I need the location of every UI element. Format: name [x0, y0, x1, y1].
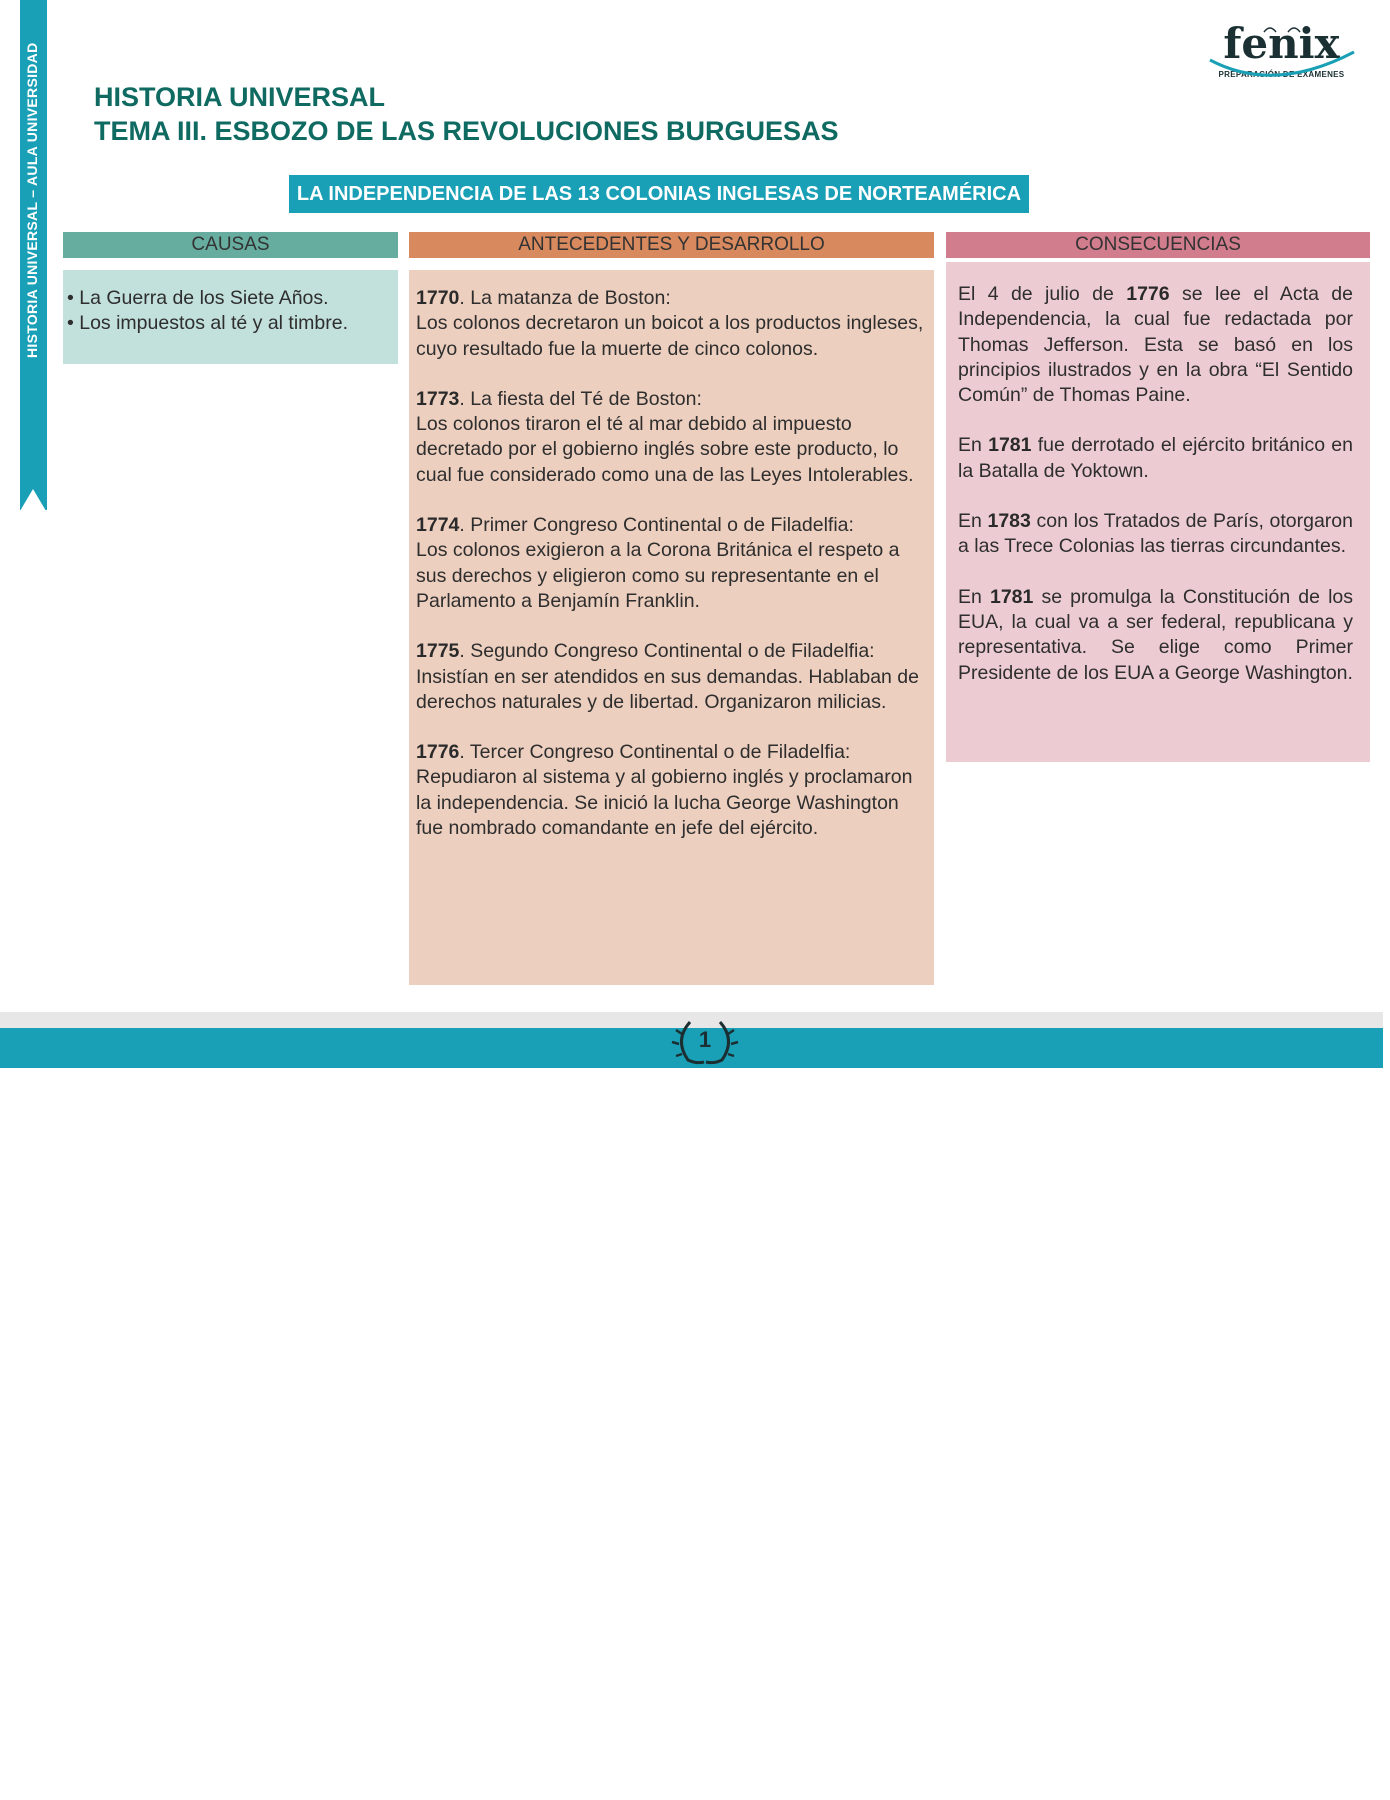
entry-text: Los colonos decretaron un boicot a los productos ingleses, cuyo resultado fue la muerte de cinco colonos. [416, 312, 924, 360]
entry-text: En [958, 585, 990, 608]
entry-title: . La matanza de Boston: [459, 287, 671, 309]
logo-word: fenix [1223, 19, 1340, 68]
entry-text: En [958, 434, 989, 457]
entry-year: 1776 [416, 741, 460, 764]
page-subtitle: TEMA III. ESBOZO DE LAS REVOLUCIONES BURGUESAS [94, 116, 839, 146]
page-title: HISTORIA UNIVERSAL [94, 82, 386, 112]
entry-text: se lee el Acta de Independencia, la cual fue redactada por Thomas Jefferson. Esta se basó en los principios ilustrados y en la obra “El Sentido Común” de Thomas Paine. [958, 283, 1353, 407]
page-title-block [94, 80, 839, 148]
entry-text: Insistían en ser atendidos en sus demandas. Hablaban de derechos naturales y de libertad. Organizaron milicias. [416, 665, 920, 713]
entry-text: El 4 de julio de [958, 283, 1127, 305]
entry-text: Los colonos exigieron a la Corona Británica el respeto a sus derechos y eligieron como su representante en el Parlamento a Benjamín Franklin. [416, 539, 900, 612]
timeline-entry [416, 286, 926, 362]
consecuencias-heading: CONSECUENCIAS [946, 232, 1370, 258]
consequence-entry [958, 282, 1353, 408]
fenix-logo [1204, 19, 1359, 92]
page-number-emblem [660, 1012, 750, 1068]
entry-year: 1775 [416, 640, 460, 663]
consecuencias-box [946, 262, 1370, 762]
entry-year: 1781 [988, 434, 1032, 457]
consequence-entry [958, 509, 1353, 560]
logo-swoosh-icon [1204, 19, 1359, 92]
side-bar-label: HISTORIA UNIVERSAL – AULA UNIVERSIDAD [24, 42, 40, 358]
antecedentes-heading: ANTECEDENTES Y DESARROLLO [409, 232, 934, 258]
consequence-entry [958, 433, 1353, 484]
antecedentes-box [409, 270, 934, 985]
entry-text: se promulga la Constitución de los EUA, la cual va a ser federal, republicana y representativa. Se elige como Primer Presidente de los EUA a George Washington. [958, 585, 1353, 684]
causas-heading: CAUSAS [63, 232, 398, 258]
entry-text: En [958, 510, 988, 533]
entry-text: Repudiaron al sistema y al gobierno inglés y proclamaron la independencia. Se inició la lucha George Washington fue nombrado comandante en jefe del ejército. [416, 766, 913, 840]
entry-year: 1781 [989, 585, 1034, 608]
side-bar-arrow [20, 489, 46, 511]
entry-text: Los colonos tiraron el té al mar debido al impuesto decretado por el gobierno inglés sobre este producto, lo cual fue considerado como una de las Leyes Intolerables. [416, 413, 914, 486]
timeline-entry [416, 639, 926, 715]
entry-title: . Primer Congreso Continental o de Filadelfia: [459, 514, 854, 537]
timeline-entry [416, 387, 926, 488]
list-item: • Los impuestos al té y al timbre. [67, 312, 349, 335]
consequence-entry [958, 585, 1353, 686]
entry-title: . Segundo Congreso Continental o de Filadelfia: [459, 640, 875, 663]
timeline-entry [416, 740, 926, 841]
entry-year: 1783 [987, 510, 1031, 533]
list-item: • La Guerra de los Siete Años. [67, 287, 329, 309]
entry-title: . La fiesta del Té de Boston: [459, 387, 702, 410]
entry-year: 1774 [416, 514, 460, 537]
entry-year: 1770 [416, 287, 460, 309]
timeline-entry [416, 513, 926, 614]
page-number: 1 [698, 1027, 712, 1052]
causas-box [63, 270, 398, 364]
entry-year: 1773 [416, 387, 460, 410]
logo-tagline: PREPARACIÓN DE EXÁMENES [1218, 70, 1345, 79]
entry-title: . Tercer Congreso Continental o de Filadelfia: [459, 741, 851, 764]
entry-text: con los Tratados de París, otorgaron a las Trece Colonias las tierras circundantes. [958, 510, 1353, 558]
entry-text: fue derrotado el ejército británico en la Batalla de Yoktown. [958, 434, 1353, 482]
entry-year: 1776 [1126, 283, 1170, 305]
section-banner: LA INDEPENDENCIA DE LAS 13 COLONIAS INGLESAS DE NORTEAMÉRICA [289, 175, 1029, 213]
